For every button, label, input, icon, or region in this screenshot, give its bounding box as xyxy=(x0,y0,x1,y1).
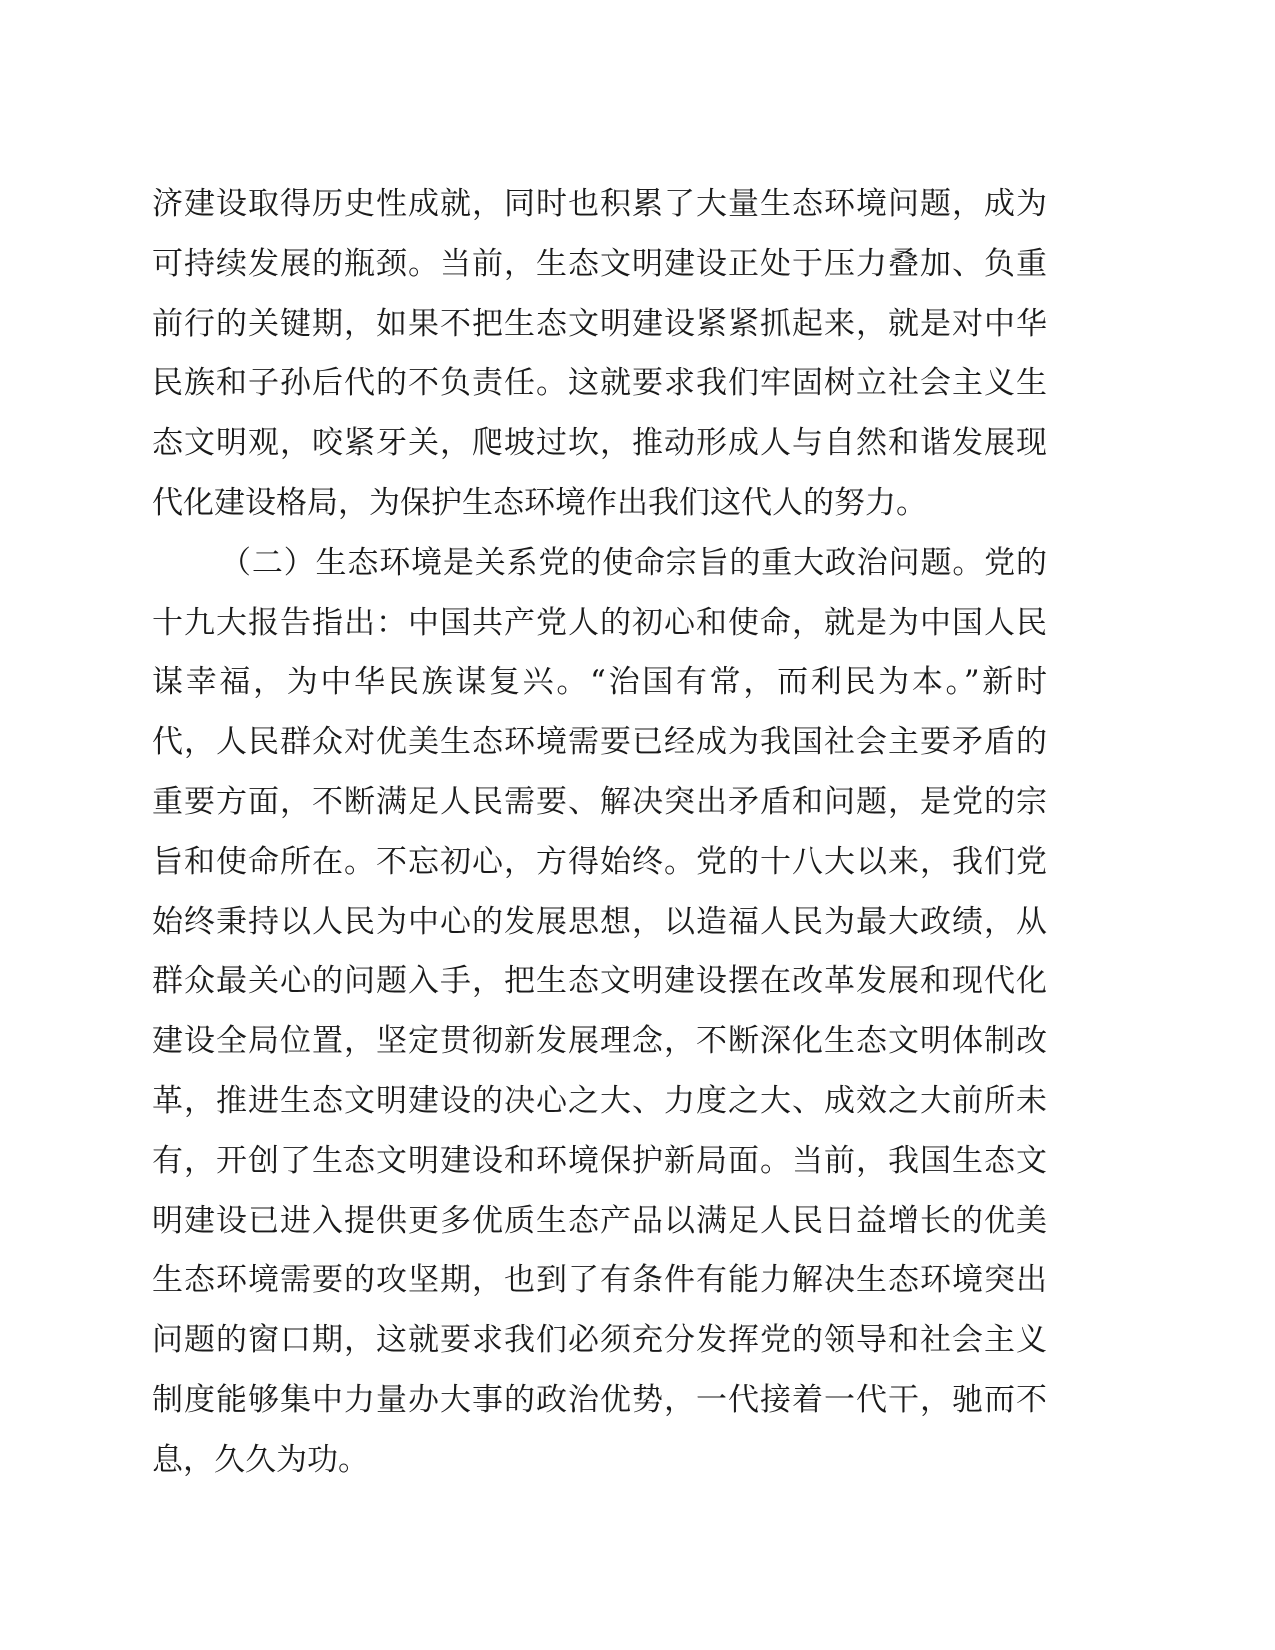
paragraph-2 xyxy=(152,534,1047,1491)
paragraph-line: 生态环境需要的攻坚期，也到了有条件有能力解决生态环境突出 xyxy=(152,1262,1047,1299)
paragraph-line: 息，久久为功。 xyxy=(152,1441,369,1478)
document-body xyxy=(152,175,1047,1491)
paragraph-line: 代化建设格局，为保护生态环境作出我们这代人的努力。 xyxy=(152,484,927,521)
paragraph-line: 前行的关键期，如果不把生态文明建设紧紧抓起来，就是对中华 xyxy=(152,305,1047,342)
paragraph-line: 谋幸福，为中华民族谋复兴。“治国有常，而利民为本。”新时 xyxy=(152,664,1047,701)
paragraph-line: 建设全局位置，坚定贯彻新发展理念，不断深化生态文明体制改 xyxy=(152,1023,1047,1060)
paragraph-line: 代，人民群众对优美生态环境需要已经成为我国社会主要矛盾的 xyxy=(152,724,1047,761)
paragraph-line: 可持续发展的瓶颈。当前，生态文明建设正处于压力叠加、负重 xyxy=(152,245,1047,282)
paragraph-line: 态文明观，咬紧牙关，爬坡过坎，推动形成人与自然和谐发展现 xyxy=(152,425,1047,462)
paragraph-line: 群众最关心的问题入手，把生态文明建设摆在改革发展和现代化 xyxy=(152,963,1047,1000)
paragraph-line: （二）生态环境是关系党的使命宗旨的重大政治问题。党的 xyxy=(220,544,1047,581)
paragraph-line: 制度能够集中力量办大事的政治优势，一代接着一代干，驰而不 xyxy=(152,1381,1047,1418)
paragraph-line: 始终秉持以人民为中心的发展思想，以造福人民为最大政绩，从 xyxy=(152,903,1047,940)
paragraph-line: 旨和使命所在。不忘初心，方得始终。党的十八大以来，我们党 xyxy=(152,843,1047,880)
paragraph-line: 济建设取得历史性成就，同时也积累了大量生态环境问题，成为 xyxy=(152,186,1047,222)
paragraph-line: 问题的窗口期，这就要求我们必须充分发挥党的领导和社会主义 xyxy=(152,1322,1047,1359)
paragraph-line: 明建设已进入提供更多优质生态产品以满足人民日益增长的优美 xyxy=(152,1202,1047,1239)
paragraph-line: 十九大报告指出：中国共产党人的初心和使命，就是为中国人民 xyxy=(152,604,1047,641)
paragraph-line: 重要方面，不断满足人民需要、解决突出矛盾和问题，是党的宗 xyxy=(152,783,1047,820)
paragraph-line: 民族和子孙后代的不负责任。这就要求我们牢固树立社会主义生 xyxy=(152,365,1047,402)
paragraph-line: 有，开创了生态文明建设和环境保护新局面。当前，我国生态文 xyxy=(152,1142,1047,1179)
paragraph-1 xyxy=(152,175,1047,534)
paragraph-line: 革，推进生态文明建设的决心之大、力度之大、成效之大前所未 xyxy=(152,1082,1047,1119)
